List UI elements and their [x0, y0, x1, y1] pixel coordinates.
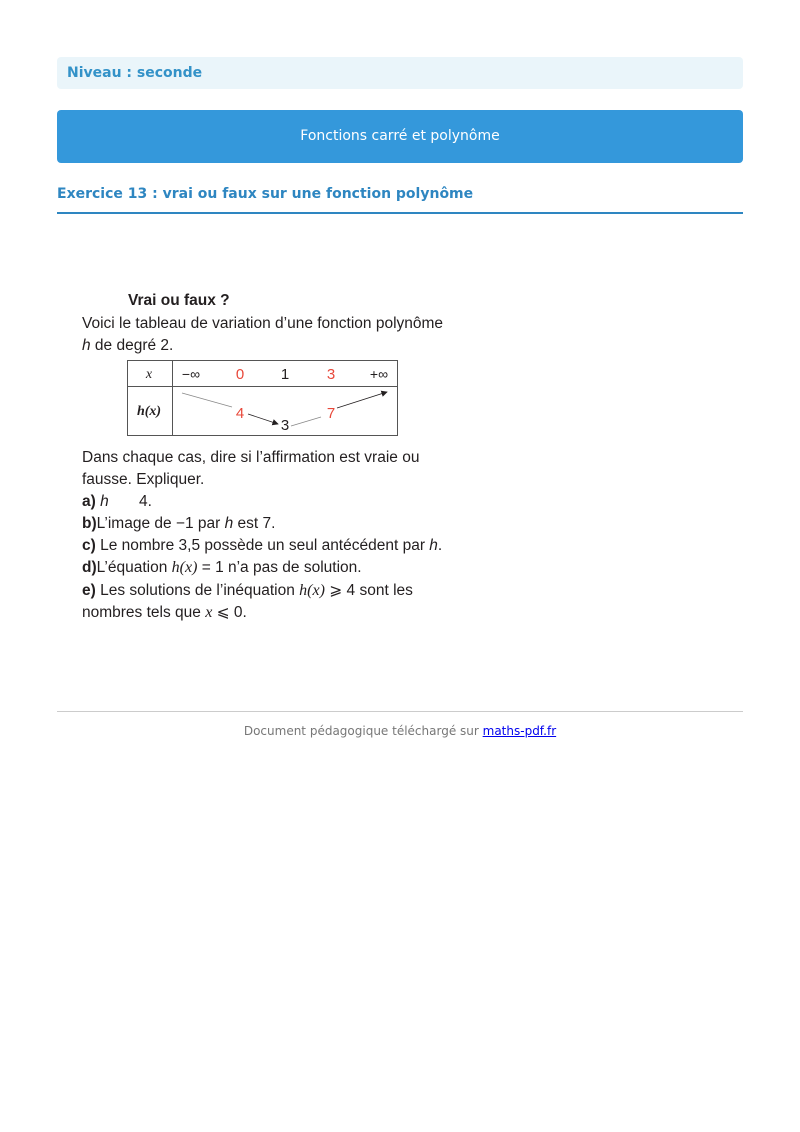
item-b-label: b) [82, 515, 97, 532]
item-e2-text: nombres tels que [82, 604, 206, 621]
item-e-label: e) [82, 582, 96, 599]
item-e [82, 581, 413, 600]
title-underline [57, 212, 743, 214]
x-value-3: 3 [326, 366, 336, 383]
item-a-label: a) [82, 493, 96, 510]
intro-line-2 [82, 337, 173, 355]
h-value-7: 7 [326, 405, 336, 422]
table-border [128, 361, 398, 436]
item-d-text: L’équation [96, 559, 172, 576]
footer [0, 724, 800, 738]
chapter-banner: Fonctions carré et polynôme [57, 110, 743, 163]
intro-line-1: Voici le tableau de variation d’une fonction polynôme [82, 315, 444, 332]
level-badge: Niveau : seconde [57, 57, 743, 89]
question-line-1: Dans chaque cas, dire si l’affirmation est vraie ou [82, 449, 420, 466]
increasing-arrow-part1 [291, 417, 321, 426]
x-value-minus-infinity: −∞ [181, 366, 201, 382]
row-label-hx: h(x) [136, 404, 162, 419]
item-a-text: 4. [139, 493, 152, 510]
item-c [82, 537, 442, 555]
exercise-heading: Vrai ou faux ? [128, 292, 230, 309]
h-value-3: 3 [280, 417, 290, 434]
h-value-4: 4 [235, 405, 245, 422]
item-e2-text-after: ⩽ 0. [212, 604, 247, 621]
decreasing-arrow-part2 [248, 414, 278, 424]
question-line-2: fausse. Expliquer. [82, 471, 205, 488]
x-value-0: 0 [235, 366, 245, 383]
item-d-label: d) [82, 559, 97, 576]
item-e2-math: x [205, 604, 213, 621]
decreasing-arrow-part1 [182, 393, 232, 407]
item-e-text-after: ⩾ 4 sont les [324, 582, 413, 599]
increasing-arrow-part2 [337, 392, 387, 408]
item-b-text: L’image de −1 par [96, 515, 225, 532]
row-label-x: x [145, 367, 153, 382]
item-b [82, 515, 275, 533]
item-d [82, 559, 362, 577]
item-c-label: c) [82, 537, 96, 554]
x-value-1: 1 [280, 366, 290, 383]
item-c-text-after: . [437, 537, 443, 554]
item-e-math: h(x) [299, 582, 325, 599]
intro-variable: h [82, 337, 91, 354]
item-b-variable: h [224, 515, 234, 532]
footer-link[interactable]: maths-pdf.fr [482, 724, 557, 738]
exercise-title: Exercice 13 : vrai ou faux sur une fonction polynôme [57, 186, 474, 202]
item-a-variable: h [100, 493, 109, 510]
item-b-text-after: est 7. [233, 515, 276, 532]
x-value-plus-infinity: +∞ [369, 366, 389, 382]
footer-text: Document pédagogique téléchargé sur [243, 724, 483, 738]
item-a [82, 493, 152, 511]
footer-separator [57, 711, 743, 712]
item-c-variable: h [429, 537, 438, 554]
item-e-continued [82, 603, 247, 622]
variation-table [127, 360, 398, 436]
item-d-math: h(x) [171, 559, 198, 576]
item-c-text: Le nombre 3,5 possède un seul antécédent par [100, 537, 430, 554]
intro-rest: de degré 2. [90, 337, 174, 354]
item-d-text-after: = 1 n’a pas de solution. [197, 559, 362, 576]
item-e-text: Les solutions de l’inéquation [100, 582, 300, 599]
